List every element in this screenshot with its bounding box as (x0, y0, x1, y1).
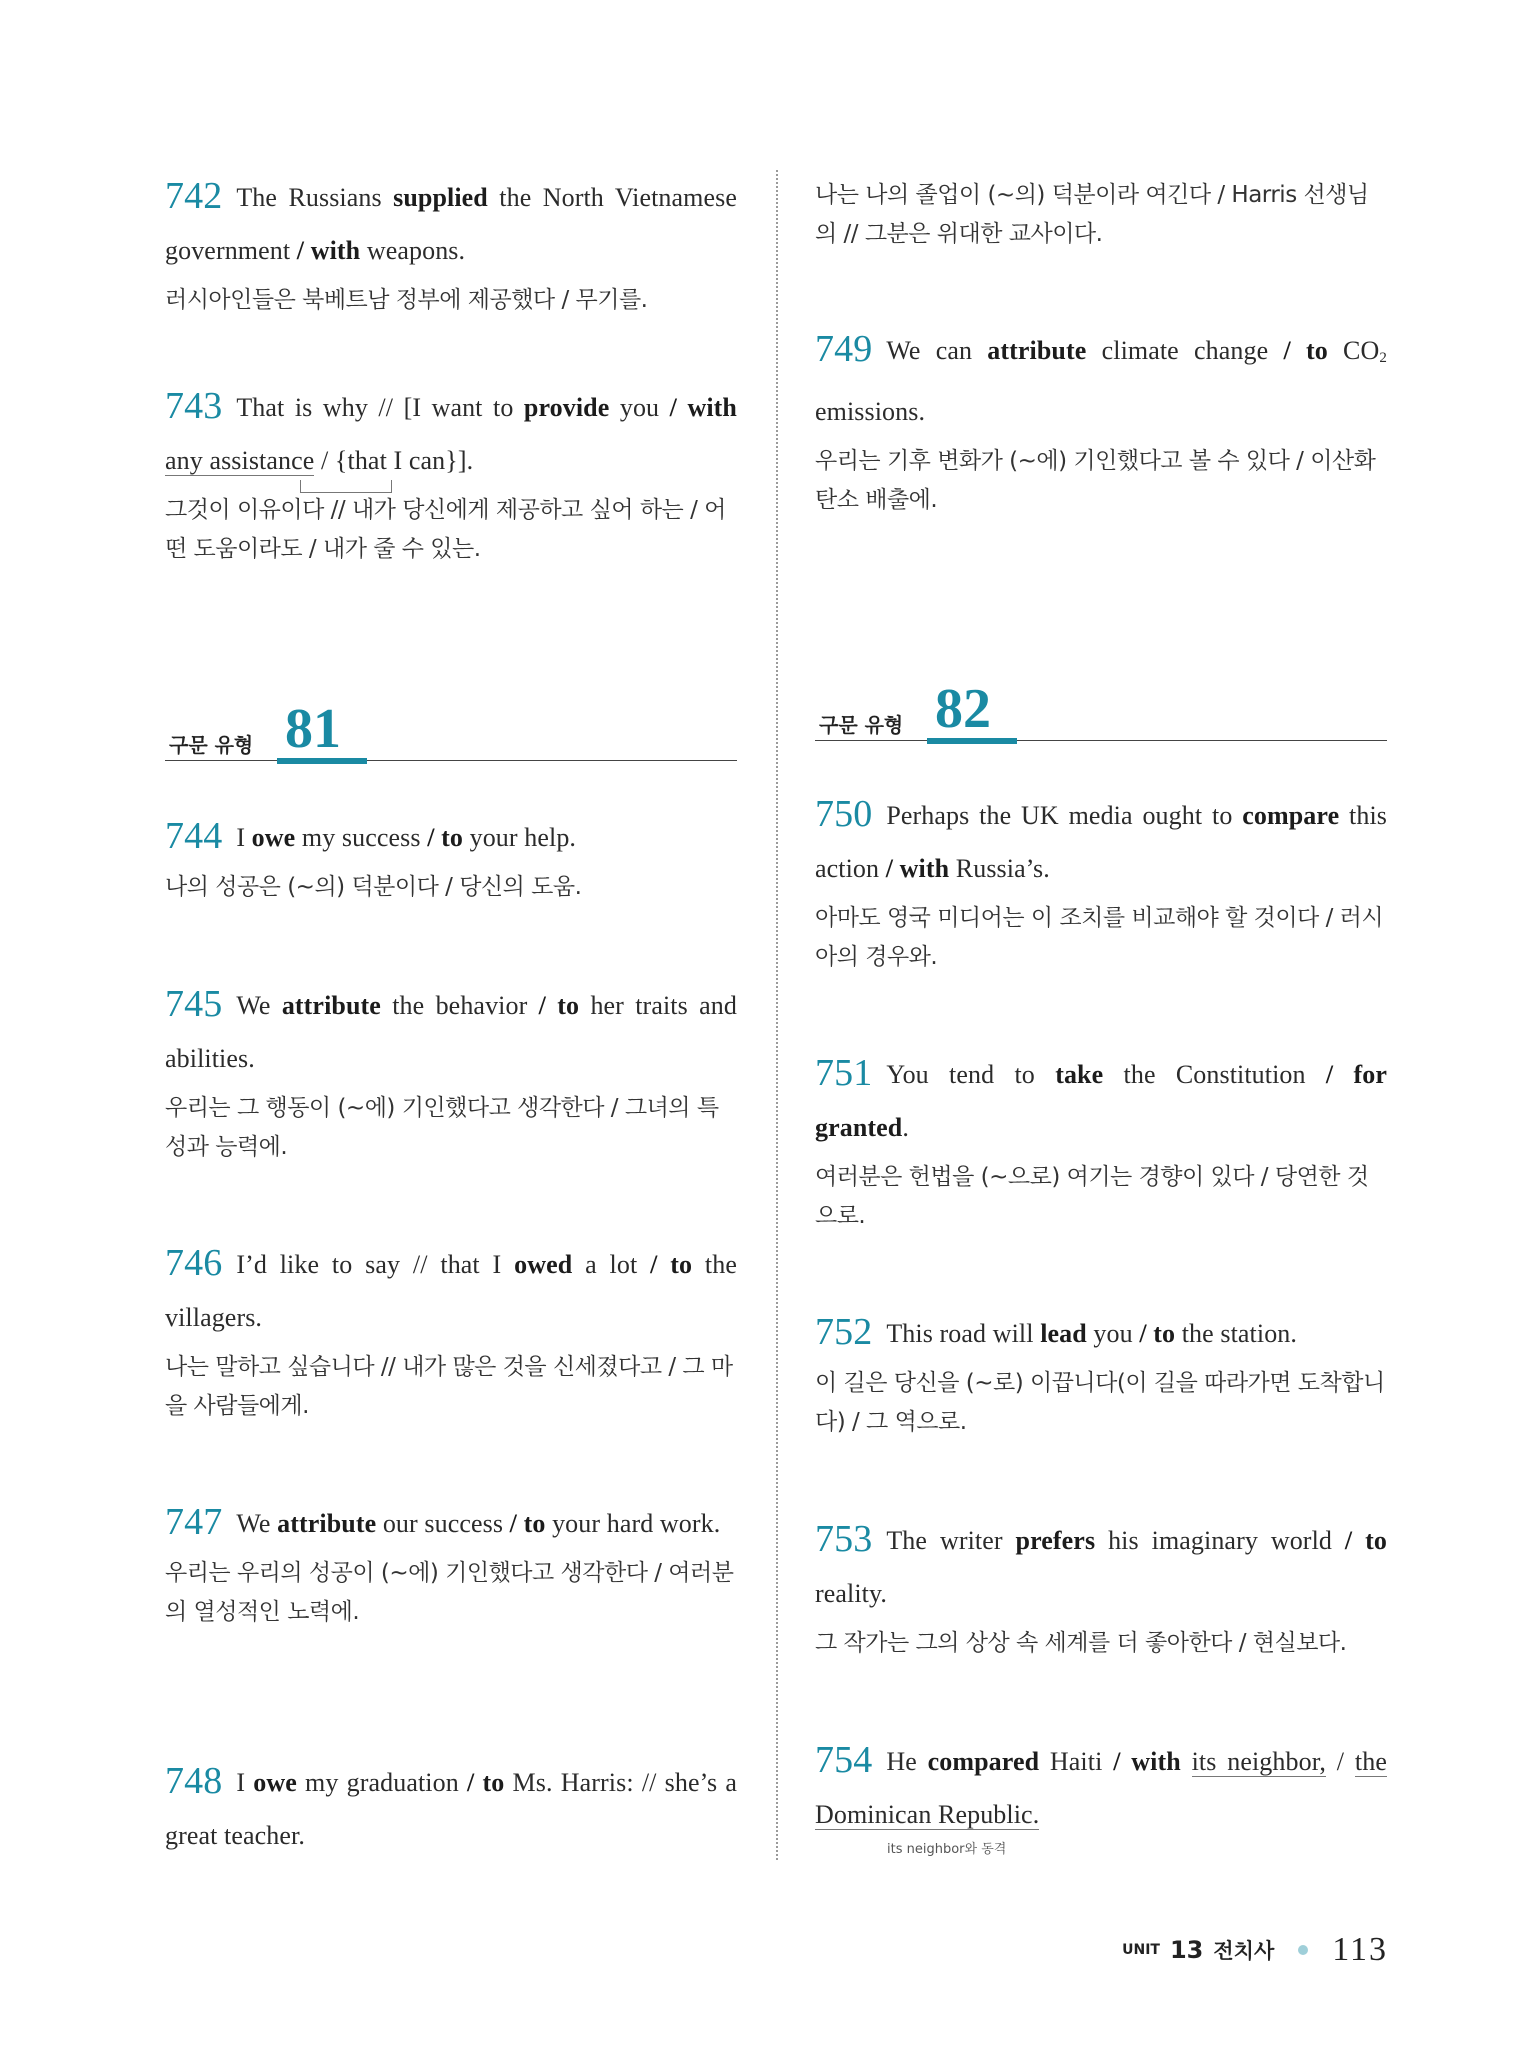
text: the North Vietnamese government (165, 183, 737, 265)
text: I (236, 1768, 254, 1797)
section-header-82 (815, 670, 1387, 741)
english-sentence (815, 1513, 1387, 1620)
sentence-number: 751 (815, 1052, 873, 1094)
text: Perhaps the UK media ought to (886, 801, 1243, 830)
text: our success (376, 1509, 510, 1538)
text: / (1326, 1747, 1355, 1776)
text (1181, 1747, 1192, 1776)
sentence-number: 743 (165, 385, 223, 427)
unit-title: 전치사 (1213, 1939, 1275, 1963)
appositive-note: its neighbor와 동격 (887, 1842, 1007, 1857)
key-verb: owe (251, 823, 296, 852)
korean-translation: 우리는 그 행동이 (~에) 기인했다고 생각한다 / 그녀의 특성과 능력에. (165, 1095, 719, 1160)
korean-translation: 우리는 기후 변화가 (~에) 기인했다고 볼 수 있다 / 이산화탄소 배출에. (815, 448, 1376, 513)
english-sentence (165, 978, 737, 1085)
preposition: / to (538, 991, 580, 1020)
sentence-744 (165, 810, 737, 907)
sentence-number: 748 (165, 1760, 223, 1802)
text: We can (886, 336, 988, 365)
text: The Russians (236, 183, 394, 212)
preposition: / with (669, 393, 737, 422)
key-verb: compare (1242, 801, 1340, 830)
key-verb: prefers (1015, 1526, 1096, 1555)
text: Ms. Harris: // she’s a great teacher. (165, 1768, 737, 1850)
sentence-747 (165, 1496, 737, 1632)
sentence-742 (165, 170, 737, 320)
sentence-745 (165, 978, 737, 1167)
text: weapons. (360, 236, 466, 265)
korean-translation: 그 작가는 그의 상상 속 세계를 더 좋아한다 / 현실보다. (815, 1630, 1347, 1656)
key-verb: compared (927, 1747, 1040, 1776)
sentence-752 (815, 1306, 1387, 1442)
english-sentence (815, 323, 1387, 438)
text: climate change (1086, 336, 1284, 365)
korean-translation: 아마도 영국 미디어는 이 조치를 비교해야 할 것이다 / 러시아의 경우와. (815, 905, 1384, 970)
text: this action (815, 801, 1387, 883)
sentence-number: 745 (165, 983, 223, 1025)
text: the Constitution (1103, 1060, 1326, 1089)
sentence-746 (165, 1237, 737, 1426)
preposition: / to (1139, 1319, 1176, 1348)
sentence-748 (165, 1755, 737, 1862)
english-sentence (165, 1755, 737, 1862)
sentence-number: 754 (815, 1739, 873, 1781)
text: emissions. (815, 397, 926, 426)
text: That is why // [I want to (236, 393, 524, 422)
korean-translation: 여러분은 헌법을 (~으로) 여기는 경향이 있다 / 당연한 것으로. (815, 1164, 1369, 1229)
section-label: 구문 유형 (169, 733, 254, 757)
sentence-number: 749 (815, 328, 873, 370)
korean-translation: 러시아인들은 북베트남 정부에 제공했다 / 무기를. (165, 287, 648, 313)
preposition: / for granted (815, 1060, 1387, 1142)
unit-label: UNIT (1122, 1942, 1160, 1958)
text: you (1086, 1319, 1140, 1348)
sentence-749 (815, 323, 1387, 520)
text: reality. (815, 1579, 888, 1608)
key-verb: attribute (277, 1509, 377, 1538)
korean-translation: 이 길은 당신을 (~로) 이끕니다(이 길을 따라가면 도착합니다) / 그 역으로. (815, 1370, 1385, 1435)
sentence-number: 744 (165, 815, 223, 857)
underlined-appositive: the Dominican Republic. (815, 1747, 1387, 1829)
section-number: 82 (927, 680, 1017, 744)
english-sentence (165, 1237, 737, 1344)
sentence-750 (815, 788, 1387, 977)
key-verb: provide (523, 393, 610, 422)
korean-translation: 나는 말하고 싶습니다 // 내가 많은 것을 신세졌다고 / 그 마을 사람들에게. (165, 1354, 733, 1419)
text: CO (1327, 336, 1380, 365)
page-number: 113 (1332, 1931, 1388, 1968)
key-verb: supplied (393, 183, 488, 212)
underlined-antecedent: any assistance (165, 446, 315, 475)
preposition: / with (1113, 1747, 1181, 1776)
english-sentence (815, 1047, 1387, 1154)
key-verb: take (1055, 1060, 1104, 1089)
sentence-753 (815, 1513, 1387, 1663)
page-footer (1122, 1930, 1388, 1970)
preposition: / to (1344, 1526, 1387, 1555)
english-sentence (165, 1496, 737, 1550)
section-number: 81 (277, 700, 367, 764)
text: his imaginary world (1095, 1526, 1345, 1555)
korean-translation: 우리는 우리의 성공이 (~에) 기인했다고 생각한다 / 여러분의 열성적인 노력에. (165, 1560, 734, 1625)
subscript: 2 (1379, 350, 1387, 366)
text: your hard work. (545, 1509, 721, 1538)
column-divider (776, 170, 778, 1860)
korean-translation: 나의 성공은 (~의) 덕분이다 / 당신의 도움. (165, 874, 582, 900)
text: I (236, 823, 252, 852)
underlined-phrase: its neighbor, (1191, 1747, 1327, 1776)
section-header-81 (165, 690, 737, 761)
text: The writer (886, 1526, 1016, 1555)
sentence-number: 750 (815, 793, 873, 835)
key-verb: owed (514, 1250, 573, 1279)
text: He (886, 1747, 928, 1776)
text: I’d like to say // that I (236, 1250, 515, 1279)
english-sentence (165, 170, 737, 277)
sentence-number: 752 (815, 1311, 873, 1353)
english-sentence (815, 788, 1387, 895)
sentence-751 (815, 1047, 1387, 1236)
english-sentence (165, 380, 737, 487)
text: This road will (886, 1319, 1041, 1348)
text: the villagers. (165, 1250, 737, 1332)
preposition: / to (650, 1250, 693, 1279)
preposition: / to (509, 1509, 546, 1538)
dot-separator (1298, 1945, 1308, 1955)
text: her traits and abilities. (165, 991, 737, 1073)
preposition: / with (296, 236, 361, 265)
english-sentence (815, 1306, 1387, 1360)
key-verb: attribute (987, 336, 1087, 365)
text: a lot (572, 1250, 651, 1279)
preposition: / to (1283, 336, 1328, 365)
unit-number: 13 (1169, 1936, 1204, 1964)
korean-translation: 그것이 이유이다 // 내가 당신에게 제공하고 싶어 하는 / 어떤 도움이라도 / 내가 줄 수 있는. (165, 497, 726, 562)
text: my graduation (296, 1768, 468, 1797)
english-sentence (815, 1734, 1387, 1841)
sentence-number: 746 (165, 1242, 223, 1284)
korean-translation: 나는 나의 졸업이 (~의) 덕분이라 여긴다 / Harris 선생님의 // 그분은 위대한 교사이다. (815, 182, 1369, 247)
english-sentence (165, 810, 737, 864)
key-verb: owe (253, 1768, 297, 1797)
sentence-754 (815, 1734, 1387, 1857)
sentence-743 (165, 380, 737, 569)
preposition: / to (467, 1768, 505, 1797)
text: We (236, 991, 282, 1020)
preposition: / with (885, 854, 950, 883)
section-label: 구문 유형 (819, 713, 904, 737)
text: your help. (463, 823, 577, 852)
text: my success (295, 823, 428, 852)
text: the behavior (380, 991, 539, 1020)
text: Russia’s. (949, 854, 1050, 883)
text: We (236, 1509, 278, 1538)
sentence-number: 747 (165, 1501, 223, 1543)
text: You tend to (886, 1060, 1056, 1089)
preposition: / to (427, 823, 463, 852)
sentence-748-translation (815, 176, 1387, 254)
text: the station. (1175, 1319, 1298, 1348)
text: Haiti (1039, 1747, 1114, 1776)
sentence-number: 742 (165, 175, 223, 217)
text: . (902, 1113, 909, 1142)
reference-arrow (300, 480, 392, 493)
sentence-number: 753 (815, 1518, 873, 1560)
text: you (609, 393, 670, 422)
key-verb: attribute (281, 991, 381, 1020)
text: / {that I can}]. (314, 446, 474, 475)
key-verb: lead (1040, 1319, 1087, 1348)
